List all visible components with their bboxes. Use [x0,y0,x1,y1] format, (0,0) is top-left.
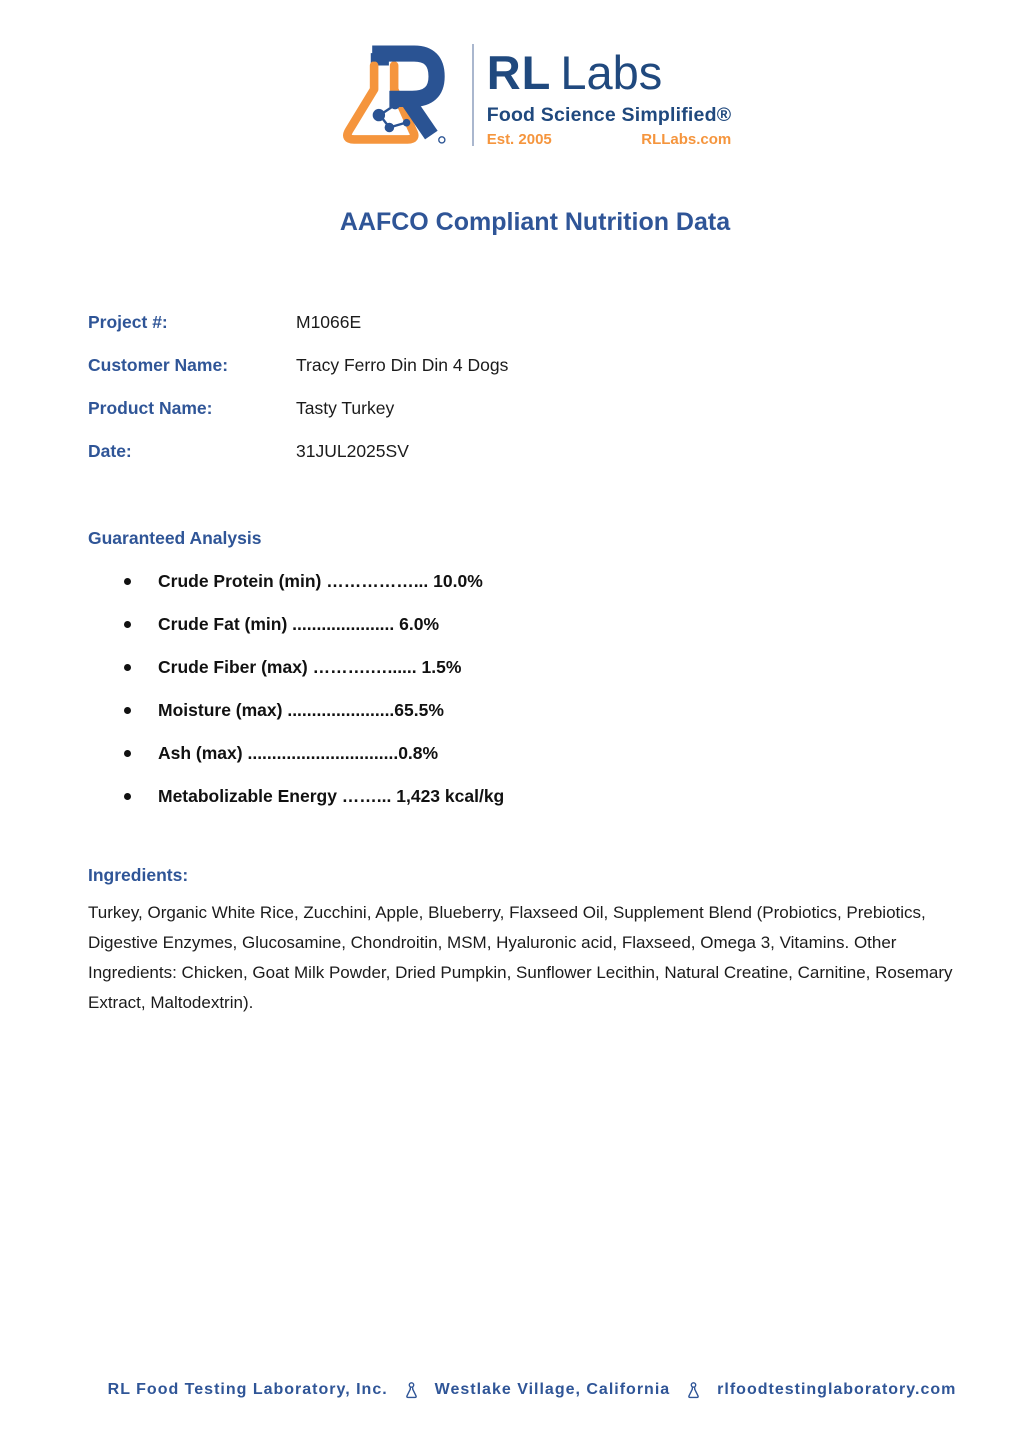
logo-text-block [487,45,732,148]
ga-item-crude-fiber [88,656,504,678]
info-label: Date: [88,441,132,461]
ingredients-heading: Ingredients: [88,865,189,885]
brand-name-bold: RL [486,45,552,99]
bullet-icon [124,621,131,628]
ga-item-metabolizable-energy [88,785,504,807]
page-title: AAFCO Compliant Nutrition Data [339,208,731,236]
info-value: 31JUL2025SV [296,441,409,461]
info-row-date [88,440,508,462]
ingredients-section [88,864,960,1018]
ga-item-text: Crude Fiber (max) ……….…...... 1.5% [158,657,462,677]
guaranteed-analysis-section [88,527,504,828]
ga-item-crude-fat [88,613,504,635]
ga-item-text: Crude Protein (min) ……………... 10.0% [158,571,483,591]
logo-established: Est. 2005 [486,130,552,148]
footer-location: Westlake Village, California [434,1381,671,1398]
logo-est-row [487,131,732,148]
bullet-icon [124,664,131,671]
ga-item-crude-protein [88,570,504,592]
info-value: Tracy Ferro Din Din 4 Dogs [296,355,509,375]
ga-item-text: Crude Fat (min) ..................... 6.0% [158,614,440,634]
ga-item-ash [88,742,504,764]
info-label: Product Name: [88,398,213,418]
bullet-icon [124,707,131,714]
guaranteed-analysis-list [88,570,504,807]
brand-name-light: Labs [560,45,663,99]
footer-company: RL Food Testing Laboratory, Inc. [107,1381,388,1398]
info-row-project [88,311,508,333]
ga-item-text: Metabolizable Energy ……... 1,423 kcal/kg [158,786,505,806]
logo-tagline: Food Science Simplified® [486,103,732,126]
ga-item-moisture [88,699,504,721]
project-info [88,311,508,483]
logo-website: RLLabs.com [641,130,732,148]
ga-item-text: Ash (max) ...............................0.8% [158,743,439,763]
info-label: Customer Name: [88,355,229,375]
rl-labs-logo [335,38,732,154]
bullet-icon [124,750,131,757]
rl-flask-logo-icon [335,38,459,154]
page-footer [40,1381,1024,1399]
bullet-icon [124,793,131,800]
brand-name [487,47,732,99]
bullet-icon [124,578,131,585]
info-value: Tasty Turkey [296,398,395,418]
guaranteed-analysis-heading: Guaranteed Analysis [88,528,262,548]
info-row-customer [88,354,508,376]
info-value: M1066E [296,312,362,332]
footer-website: rlfoodtestinglaboratory.com [717,1381,957,1398]
logo-header [0,38,1024,154]
info-label: Project #: [88,312,168,332]
flask-separator-icon [405,1382,418,1399]
ga-item-text: Moisture (max) ......................65.5% [158,700,444,720]
ingredients-text: Turkey, Organic White Rice, Zucchini, Apple, Blueberry, Flaxseed Oil, Supplement Blend (Probiotics, Prebiotics, Digestive Enzymes, Glucosamine, Chondroitin, MSM, Hyaluronic acid, Flaxseed, Omega 3, Vitamins. Other Ingredients: Chicken, Goat Milk Powder, Dried Pumpkin, Sunflower Lecithin, Natural Creatine, Carnitine, Rosemary Extract, Maltodextrin). [88,903,953,1012]
info-row-product [88,397,508,419]
flask-separator-icon [687,1382,700,1399]
logo-divider [472,44,474,146]
